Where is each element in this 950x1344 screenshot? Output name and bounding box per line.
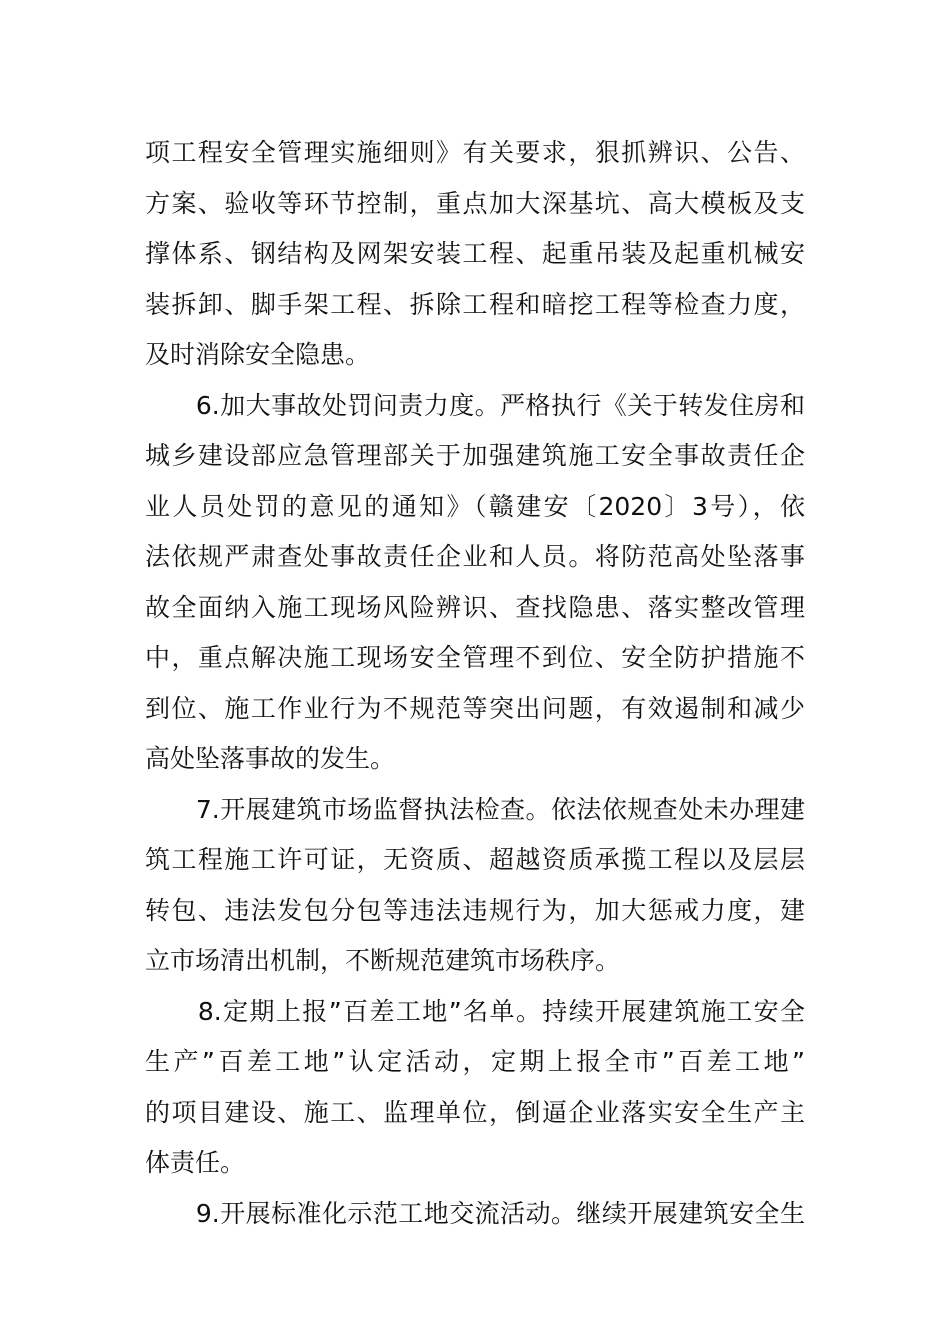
text-line: 转包、违法发包分包等违法违规行为，加大惩戒力度，建 [145, 895, 805, 925]
text-line: 的项目建设、施工、监理单位，倒逼企业落实安全生产主 [145, 1097, 805, 1127]
text-line: 撑体系、钢结构及网架安装工程、起重吊装及起重机械安 [145, 239, 805, 268]
text-line: 生产”百差工地”认定活动，定期上报全市”百差工地” [145, 1047, 805, 1076]
text-line: 到位、施工作业行为不规范等突出问题，有效遏制和减少 [145, 693, 805, 723]
document-body [145, 128, 805, 1239]
text-line: 及时消除安全隐患。 [145, 340, 371, 369]
text-line: 立市场清出机制，不断规范建筑市场秩序。 [145, 946, 621, 975]
text-line: 城乡建设部应急管理部关于加强建筑施工安全事故责任企 [145, 441, 805, 470]
text-line: 9.开展标准化示范工地交流活动。继续开展建筑安全生 [145, 1198, 805, 1228]
text-line: 高处坠落事故的发生。 [145, 744, 396, 773]
text-line: 法依规严肃查处事故责任企业和人员。将防范高处坠落事 [145, 542, 805, 571]
text-line: 方案、验收等环节控制，重点加大深基坑、高大模板及支 [145, 188, 805, 218]
text-line: 6.加大事故处罚问责力度。严格执行《关于转发住房和 [145, 390, 805, 420]
text-line: 8.定期上报”百差工地”名单。持续开展建筑施工安全 [145, 996, 805, 1026]
text-line: 7.开展建筑市场监督执法检查。依法依规查处未办理建 [145, 794, 805, 824]
text-line: 装拆卸、脚手架工程、拆除工程和暗挖工程等检查力度， [145, 289, 805, 319]
text-line: 项工程安全管理实施细则》有关要求，狠抓辨识、公告、 [145, 138, 805, 167]
text-line: 筑工程施工许可证，无资质、超越资质承揽工程以及层层 [145, 845, 805, 874]
text-line: 体责任。 [145, 1148, 246, 1177]
text-line: 中，重点解决施工现场安全管理不到位、安全防护措施不 [145, 643, 805, 672]
text-line: 业人员处罚的意见的通知》（赣建安〔2020〕3号），依 [145, 491, 805, 521]
text-line: 故全面纳入施工现场风险辨识、查找隐患、落实整改管理 [145, 592, 805, 622]
